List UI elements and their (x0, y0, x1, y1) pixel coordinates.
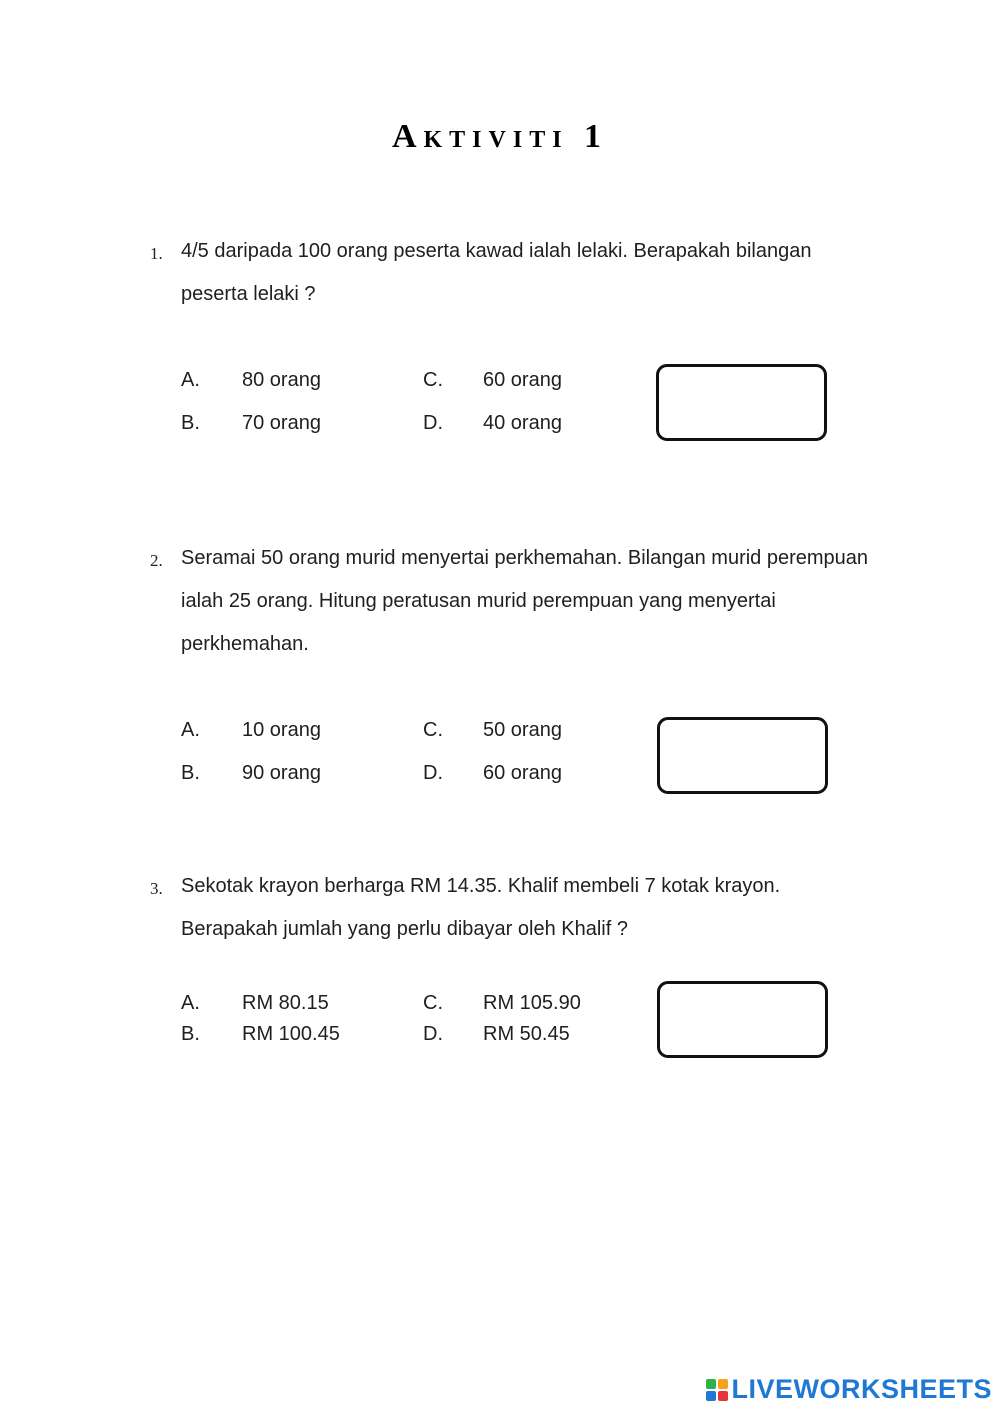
question-2-option-b-letter: B. (181, 762, 200, 784)
question-1-option-a-letter: A. (181, 369, 200, 391)
question-2-option-a-letter: A. (181, 719, 200, 741)
question-1-option-a-value: 80 orang (242, 369, 321, 391)
question-3-option-c-letter: C. (423, 992, 443, 1014)
question-1-option-b-letter: B. (181, 412, 200, 434)
question-3-option-b-value: RM 100.45 (242, 1023, 340, 1045)
logo-square-icon (706, 1391, 716, 1401)
page-title: Aktiviti 1 (391, 118, 609, 155)
question-1-option-d-value: 40 orang (483, 412, 562, 434)
question-2-option-c-value: 50 orang (483, 719, 562, 741)
question-2-option-d-letter: D. (423, 762, 443, 784)
question-2-text: Seramai 50 orang murid menyertai perkhemahan. Bilangan murid perempuan ialah 25 orang. Hitung peratusan murid perempuan yang menyertai perkhemahan. (181, 547, 869, 655)
question-3-number: 3. (150, 879, 163, 898)
question-1-option-b-value: 70 orang (242, 412, 321, 434)
brand-name: LIVEWORKSHEETS (731, 1374, 992, 1404)
question-3-option-c-value: RM 105.90 (483, 992, 581, 1014)
question-3-option-a-value: RM 80.15 (242, 992, 329, 1014)
question-1-option-c-letter: C. (423, 369, 443, 391)
question-3-answer-box[interactable] (657, 981, 828, 1058)
question-3-option-d-letter: D. (423, 1023, 443, 1045)
question-1-option-d-letter: D. (423, 412, 443, 434)
question-1-text: 4/5 daripada 100 orang peserta kawad ialah lelaki. Berapakah bilangan peserta lelaki ? (181, 240, 812, 305)
question-2-option-a-value: 10 orang (242, 719, 321, 741)
question-2-answer-box[interactable] (657, 717, 828, 794)
liveworksheets-logo (706, 1374, 992, 1405)
logo-grid-icon (706, 1379, 728, 1401)
question-3-option-d-value: RM 50.45 (483, 1023, 570, 1045)
question-2-option-d-value: 60 orang (483, 762, 562, 784)
question-3-option-b-letter: B. (181, 1023, 200, 1045)
question-1-number: 1. (150, 244, 163, 263)
question-2-number: 2. (150, 551, 163, 570)
question-2-option-c-letter: C. (423, 719, 443, 741)
question-1-option-c-value: 60 orang (483, 369, 562, 391)
question-2-option-b-value: 90 orang (242, 762, 321, 784)
logo-square-icon (718, 1379, 728, 1389)
question-1-answer-box[interactable] (656, 364, 827, 441)
logo-square-icon (718, 1391, 728, 1401)
question-3-option-a-letter: A. (181, 992, 200, 1014)
question-3-text: Sekotak krayon berharga RM 14.35. Khalif membeli 7 kotak krayon. Berapakah jumlah yang perlu dibayar oleh Khalif ? (181, 875, 781, 940)
logo-square-icon (706, 1379, 716, 1389)
